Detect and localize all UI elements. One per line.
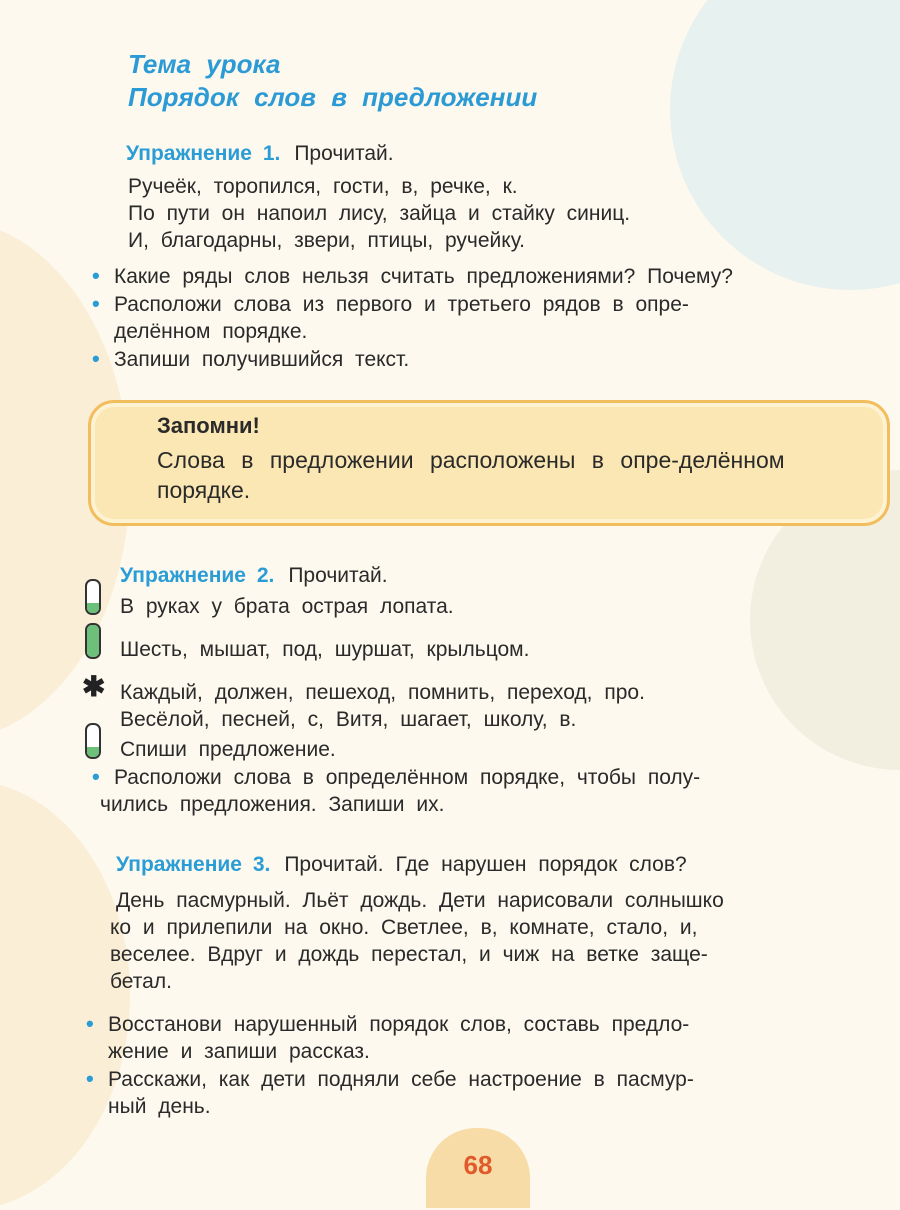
exercise-2-sentence: В руках у брата острая лопата. (120, 595, 454, 618)
exercise-1-label: Упражнение 1. (126, 142, 281, 165)
word-row: И, благодарны, звери, птицы, ручейку. (128, 229, 525, 252)
task-item: • Какие ряды слов нельзя считать предложениями? Почему? (92, 263, 733, 288)
exercise-1-instruction: Прочитай. (294, 142, 394, 165)
exercise-3-header (116, 851, 687, 878)
task-item: • Восстанови нарушенный порядок слов, составь предло- жение и запиши рассказ. (86, 1011, 690, 1063)
exercise-2-words-row: Шесть, мышат, под, шуршат, крыльцом. (120, 638, 530, 661)
bullet-icon: • (86, 1011, 94, 1036)
remember-box (88, 400, 890, 526)
exercise-1-header (126, 140, 394, 167)
level-fill (87, 625, 99, 657)
exercise-3-tasks (86, 1010, 886, 1120)
difficulty-level-3-icon (85, 723, 101, 759)
bullet-icon: • (92, 263, 100, 288)
exercise-2-header (120, 562, 388, 589)
exercise-1-tasks (92, 262, 892, 373)
level-fill (87, 603, 99, 613)
word-row: По пути он напоил лису, зайца и стайку синиц. (128, 202, 631, 225)
star-icon: ✱ (82, 671, 106, 702)
remember-title: Запомни! (157, 413, 260, 438)
story-line: ко и прилепили на окно. Светлее, в, комнате, стало, и, (110, 916, 698, 939)
word-row: Каждый, должен, пешеход, помнить, переход, про. (120, 681, 645, 704)
lesson-title-line2: Порядок слов в предложении (128, 82, 538, 112)
word-row: Весёлой, песней, с, Витя, шагает, школу, в. (120, 708, 577, 731)
exercise-3-story (110, 887, 890, 995)
task-item: • Расположи слова из первого и третьего рядов в опре- делённом порядке. (92, 291, 689, 343)
bullet-icon: • (92, 291, 100, 316)
remember-text: Слова в предложении расположены в опре-делённом порядке. (157, 447, 785, 503)
page-number: 68 (463, 1150, 493, 1180)
exercise-2-label: Упражнение 2. (120, 564, 275, 587)
lesson-title-line1: Тема урока (128, 49, 281, 79)
story-line: бетал. (110, 970, 172, 993)
difficulty-level-1-icon (85, 579, 101, 615)
exercise-2-instruction: Прочитай. (288, 564, 388, 587)
story-line: День пасмурный. Льёт дождь. Дети нарисовали солнышко (116, 889, 724, 912)
bullet-icon: • (92, 346, 100, 371)
exercise-2-copy-task: Спиши предложение. (120, 738, 336, 761)
exercise-3-label: Упражнение 3. (116, 853, 271, 876)
page-number-tab (426, 1128, 530, 1208)
level-fill (87, 747, 99, 757)
bullet-icon: • (92, 764, 100, 789)
word-row: Ручеёк, торопился, гости, в, речке, к. (128, 175, 518, 198)
lesson-title (128, 48, 537, 114)
bullet-icon: • (86, 1066, 94, 1091)
exercise-3-instruction: Прочитай. Где нарушен порядок слов? (284, 853, 687, 876)
exercise-1-word-rows (128, 173, 630, 254)
difficulty-level-2-icon (85, 623, 101, 659)
task-item: • Запиши получившийся текст. (92, 346, 410, 371)
exercise-2-star-rows (120, 679, 645, 733)
story-line: веселее. Вдруг и дождь перестал, и чиж на ветке заще- (110, 943, 708, 966)
exercise-2-order-task: • Расположи слова в определённом порядке, чтобы полу- чились предложения. Запиши их. (92, 764, 701, 816)
task-item: • Расскажи, как дети подняли себе настроение в пасмур- ный день. (86, 1066, 694, 1118)
